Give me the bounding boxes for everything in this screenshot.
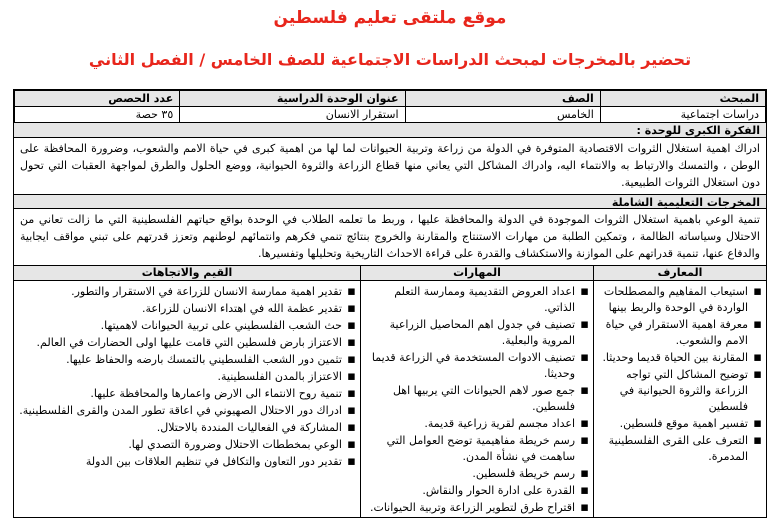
knowledge-item: ▪ المقارنة بين الحياة قديما وحديثا. <box>598 350 762 366</box>
values-item: ▪ الوعي بمخططات الاحتلال وضرورة التصدي لها. <box>18 437 356 453</box>
values-list <box>14 281 360 470</box>
values-title: القيم والاتجاهات <box>14 266 360 281</box>
knowledge-title: المعارف <box>594 266 766 281</box>
outcomes-text: تنمية الوعي باهمية استغلال الثروات الموجودة في الدولة والمحافظة عليها ، وربط ما تعلمه الطلاب في الوحدة بواقع حياتهم الفلسطينية التي ما زالت تعاني من الاحتلال وسياساته الظالمة ، وتمكين الطلبة من مهارات الاستنتاج والمقارنة والخروج بنتائج تنمي فكرهم وانتمائهم لوطنهم وتعزز قدرتهم على تبني مواقف ايجابية والدفاع عنها، تنمية قدراتهم على الموازنة والاستكشاف والقدرة على قراءة الاحداث التاريخية وتحليلها وتفسيرها. <box>20 213 760 260</box>
skills-list <box>361 281 593 516</box>
knowledge-item: ▪ التعرف على القرى الفلسطينية المدمرة. <box>598 433 762 465</box>
skills-item: ▪ تصنيف في جدول اهم المحاصيل الزراعية المروية والبعلية. <box>365 317 589 349</box>
skills-title: المهارات <box>361 266 593 281</box>
values-item: ▪ تقدير دور التعاون والتكافل في تنظيم العلاقات بين الدولة <box>18 454 356 470</box>
unit-header: عنوان الوحدة الدراسية <box>180 91 405 107</box>
subject-header: المبحث <box>600 91 765 107</box>
values-item: ▪ تقدير عظمة الله في اهتداء الانسان للزراعة. <box>18 301 356 317</box>
big-idea-title: الفكرة الكبرى للوحدة : <box>14 123 766 138</box>
outcomes-columns <box>14 265 766 517</box>
knowledge-item: ▪ استيعاب المفاهيم والمصطلحات الواردة في الوحدة والربط بينها <box>598 284 762 316</box>
skills-item: ▪ اعداد العروض التقديمية وممارسة التعلم الذاتي. <box>365 284 589 316</box>
values-item: ▪ تنمية روح الانتماء الى الارض واعمارها والمحافظة عليها. <box>18 386 356 402</box>
values-item: ▪ حث الشعب الفلسطيني على تربية الحيوانات لاهميتها. <box>18 318 356 334</box>
values-item: ▪ تقدير اهمية ممارسة الانسان للزراعة في الاستقرار والتطور. <box>18 284 356 300</box>
skills-item: ▪ رسم خريطة مفاهيمية توضح العوامل التي ساهمت في نشأة المدن. <box>365 433 589 465</box>
info-header-row <box>15 91 766 107</box>
skills-item: ▪ تصنيف الادوات المستخدمة في الزراعة قديما وحديثا. <box>365 350 589 382</box>
periods-value: ٣٥ حصة <box>15 107 180 123</box>
knowledge-item: ▪ توضيح المشاكل التي تواجه الزراعة والثروة الحيوانية في فلسطين <box>598 367 762 415</box>
values-item: ▪ تثمين دور الشعب الفلسطيني بالتمسك بارضه والحفاظ عليها. <box>18 352 356 368</box>
knowledge-column <box>593 266 766 517</box>
skills-item: ▪ رسم خريطة فلسطين. <box>365 466 589 482</box>
skills-item: ▪ جمع صور لاهم الحيوانات التي يربيها اهل فلسطين. <box>365 383 589 415</box>
skills-item: ▪ اقتراح طرق لتطوير الزراعة وتربية الحيوانات. <box>365 500 589 516</box>
values-item: ▪ الاعتزاز بالمدن الفلسطينية. <box>18 369 356 385</box>
knowledge-item: ▪ معرفة اهمية الاستقرار في حياة الامم والشعوب. <box>598 317 762 349</box>
unit-value: استقرار الانسان <box>180 107 405 123</box>
periods-header: عدد الحصص <box>15 91 180 107</box>
class-value: الخامس <box>405 107 600 123</box>
class-header: الصف <box>405 91 600 107</box>
big-idea-text: ادراك اهمية استغلال الثروات الاقتصادية المتوفرة في الدولة من زراعة وتربية الحيوانات لما لها من اهمية كبرى في حياة الامم والشعوب، وضرورة المحافظة على الوطن ، والتمسك والارتباط به والانتماء اليه، وادراك المشاكل التي يعاني منها قطاع الزراعة والثروة الحيوانية، ووضع الحلول والطرق لمواجهة العقبات التي تحول دون استغلال الثروات الطبيعية. <box>20 142 760 189</box>
values-item: ▪ ادراك دور الاحتلال الصهيوني في اعاقة تطور المدن والقرى الفلسطينية. <box>18 403 356 419</box>
skills-item: ▪ القدرة على ادارة الحوار والنقاش. <box>365 483 589 499</box>
outcomes-title: المخرجات التعليمية الشاملة <box>14 194 766 209</box>
lesson-plan-sheet <box>13 89 767 518</box>
skills-item: ▪ اعداد مجسم لقرية زراعية قديمة. <box>365 416 589 432</box>
values-column <box>14 266 360 517</box>
skills-column <box>360 266 593 517</box>
info-table <box>14 90 766 123</box>
document-title: تحضير بالمخرجات لمبحث الدراسات الاجتماعية للصف الخامس / الفصل الثاني <box>88 50 692 69</box>
subject-value: دراسات اجتماعية <box>600 107 765 123</box>
values-item: ▪ المشاركة في الفعاليات المنددة بالاحتلال. <box>18 420 356 436</box>
knowledge-item: ▪ تفسير اهمية موقع فلسطين. <box>598 416 762 432</box>
knowledge-list <box>594 281 766 465</box>
site-title: موقع ملتقى تعليم فلسطين <box>273 8 507 28</box>
values-item: ▪ الاعتزاز بارض فلسطين التي قامت عليها اولى الحضارات في العالم. <box>18 335 356 351</box>
info-value-row <box>15 107 766 123</box>
